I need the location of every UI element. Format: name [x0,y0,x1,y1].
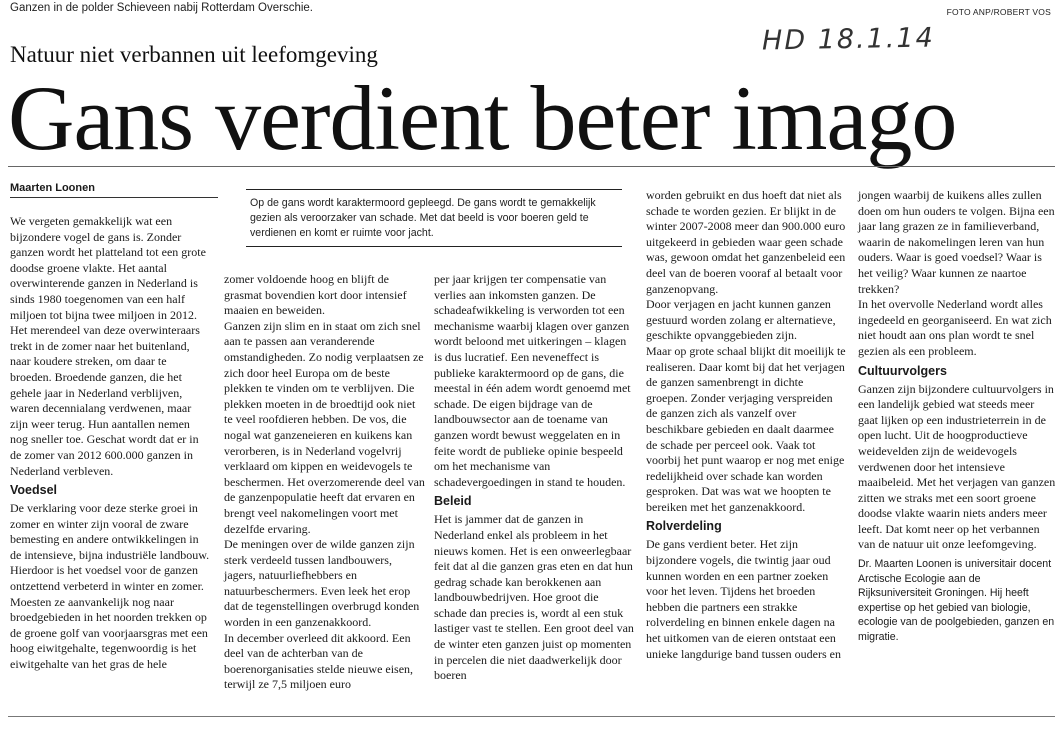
bottom-divider [8,716,1055,717]
section-heading-rolverdeling: Rolverdeling [646,519,722,534]
byline: Maarten Loonen [10,182,218,198]
photo-caption: Ganzen in de polder Schieveen nabij Rotterdam Overschie. [10,2,314,14]
paragraph: Ganzen zijn bijzondere cultuurvolgers in een landelijk gebied wat steeds meer gaat lijken op een industrieterrein in de open lucht. Uit de hoogproductieve weidevelden zijn de weidevogels verdwenen door het intensieve maaibeleid. Met het verjagen van ganzen zitten we straks met een soort groene doodse vlakte waarin niets anders meer leeft. Dat komt neer op het verbannen van de natuur uit onze leefomgeving. [858,381,1056,552]
headline: Gans verdient beter imago [8,67,957,169]
paragraph: Het is jammer dat de ganzen in Nederland enkel als probleem in het nieuws komen. Het is een onweerlegbaar feit dat al die ganzen gras eten en dat hun gedrag schade kan berokkenen aan landbouwbedrijven. Hoe groot die schade dan precies is, wordt al een stuk lastiger vast te stellen. Een groot deel van de winter eten ganzen juist op momenten in percelen die niet daadwerkelijk door boeren [434,512,634,683]
section-heading-voedsel: Voedsel [10,483,58,498]
paragraph: De meningen over de wilde ganzen zijn sterk verdeeld tussen landbouwers, jagers, natuurliefhebbers en natuurbeschermers. Even leek het erop dat de tegenstellingen overbrugd konden worden in een ganzenakkoord. [224,537,420,630]
article-column-2 [224,272,426,693]
handwritten-date-note: HD 18.1.14 [761,22,935,57]
photo-credit: FOTO ANP/ROBERT VOS [946,7,1051,17]
paragraph: De verklaring voor deze sterke groei in zomer en winter zijn vooral de zware bemesting en andere ontwikkelingen in de intensieve, bijna industriële landbouw. Hierdoor is het voedsel voor de ganzen ontzettend verbeterd in winter en zomer. Moesten ze aanvankelijk nog naar broedgebieden in het noorden trekken op de groene golf van voorjaarsgras met een hoog eiwitgehalte, tegenwoordig is het eiwitgehalte van het gras de hele [10,501,210,672]
paragraph: jongen waarbij de kuikens alles zullen doen om hun ouders te volgen. Bijna een jaar lang grazen ze in familieverband, waarin de nakomelingen leren van hun ouders. Waar is goed voedsel? Waar is het veilig? Waar kunnen ze naartoe trekken? [858,188,1055,296]
article-column-5 [858,188,1056,644]
paragraph: Door verjagen en jacht kunnen ganzen gestuurd worden zolang er alternatieve, geschikte opvanggebieden zijn. [646,297,836,343]
paragraph: We vergeten gemakkelijk wat een bijzondere vogel de gans is. Zonder ganzen wordt het platteland tot een grote doodse groene vlakte. Het aantal overwinterende ganzen in Nederland is sinds 1980 toegenomen van een half miljoen tot bijna twee miljoen in 2012. Het merendeel van deze overwinteraars trekt in de zomer naar het buitenland, naar koudere streken, om daar te broeden. Broedende ganzen, die het gehele jaar in Nederland verblijven, waren decennialang verdwenen, maar zijn weer terug. Hun aantallen nemen nog sneller toe. Geschat wordt dat er in de zomer van 2012 600.000 ganzen in Nederland verbleven. [10,214,206,478]
paragraph: De gans verdient beter. Het zijn bijzondere vogels, die twintig jaar oud kunnen worden en een partner zoeken voor het leven. Tijdens het broeden hebben die partners een strakke rolverdeling en binnen enkele dagen na het uitkomen van de eieren ontstaat een unieke langdurige band tussen ouders en [646,537,841,661]
paragraph: Maar op grote schaal blijkt dit moeilijk te realiseren. Daar komt bij dat het verjagen de ganzen samenbrengt in dichte groepen. Zonder verjaging verspreiden de ganzen zich als vanzelf over beschikbare gebieden en daalt daarmee de schade per perceel ook. Vaak tot voorbij het punt waarop er nog met enige redelijkheid over schade kan worden gesproken. Dat was wat we hoopten te bereiken met het ganzenakkoord. [646,343,846,514]
article-column-1 [10,214,210,673]
subheadline: Natuur niet verbannen uit leefomgeving [10,42,378,67]
pull-quote: Op de gans wordt karaktermoord gepleegd. De gans wordt te gemakkelijk gezien als veroorzaker van schade. Met dat beeld is voor boeren geld te verdienen en komt er ruimte voor jacht. [246,189,622,247]
article-column-3 [434,272,634,684]
section-heading-beleid: Beleid [434,494,472,509]
author-bio: Dr. Maarten Loonen is universitair docent Arctische Ecologie aan de Rijksuniversiteit Groningen. Hij heeft expertise op het gebied van biologie, ecologie van de poolgebieden, ganzen en migratie. [858,558,1055,643]
paragraph: In het overvolle Nederland wordt alles ingedeeld en georganiseerd. En wat zich niet houdt aan ons plan wordt te snel gezien als een probleem. [858,297,1052,358]
paragraph: worden gebruikt en dus hoeft dat niet als schade te worden gezien. Er blijkt in de winter 2007-2008 meer dan 900.000 euro uitgekeerd in gebieden waar geen schade was, gewoon omdat het ganzenbeleid een deel van de boeren vooraf al betaalt voor ganzenopvang. [646,188,846,296]
headline-divider [8,166,1055,167]
paragraph: Ganzen zijn slim en in staat om zich snel aan te passen aan veranderende omstandigheden. Zo nodig verplaatsen ze zich door heel Europa om de beste plekken te vinden om te verblijven. Die plekken moeten in de broedtijd ook niet te veel roofdieren hebben. De vos, die nogal wat ganzeneieren en kuikens kan verorberen, is in Nederland vogelvrij verklaard om kippen en weidevogels te beschermen. Het overzomerende deel van de ganzenpopulatie heeft dat ervaren en brengt veel nakomelingen voort met dezelfde ervaring. [224,318,425,536]
paragraph: per jaar krijgen ter compensatie van verlies aan inkomsten ganzen. De schadeafwikkeling is verworden tot een mechanisme waarbij klagen over ganzen wordt beloond met uitkeringen – klagen is dus lucratief. Een neveneffect is publieke karaktermoord op de gans, die meestal in één adem wordt genoemd met schade. De eigen bijdrage van de landbouwsector aan de toename van ganzen wordt bewust weggelaten en in feite wordt de publieke opinie bespeeld om het mechanisme van schadevergoedingen in stand te houden. [434,272,631,489]
article-column-4 [646,188,846,662]
paragraph: zomer voldoende hoog en blijft de grasmat bovendien kort door intensief maaien en beweiden. [224,272,407,318]
section-heading-cultuurvolgers: Cultuurvolgers [858,363,947,378]
paragraph: In december overleed dit akkoord. Een deel van de achterban van de boerenorganisaties stelde nieuwe eisen, terwijl ze 7,5 miljoen euro [224,630,414,692]
